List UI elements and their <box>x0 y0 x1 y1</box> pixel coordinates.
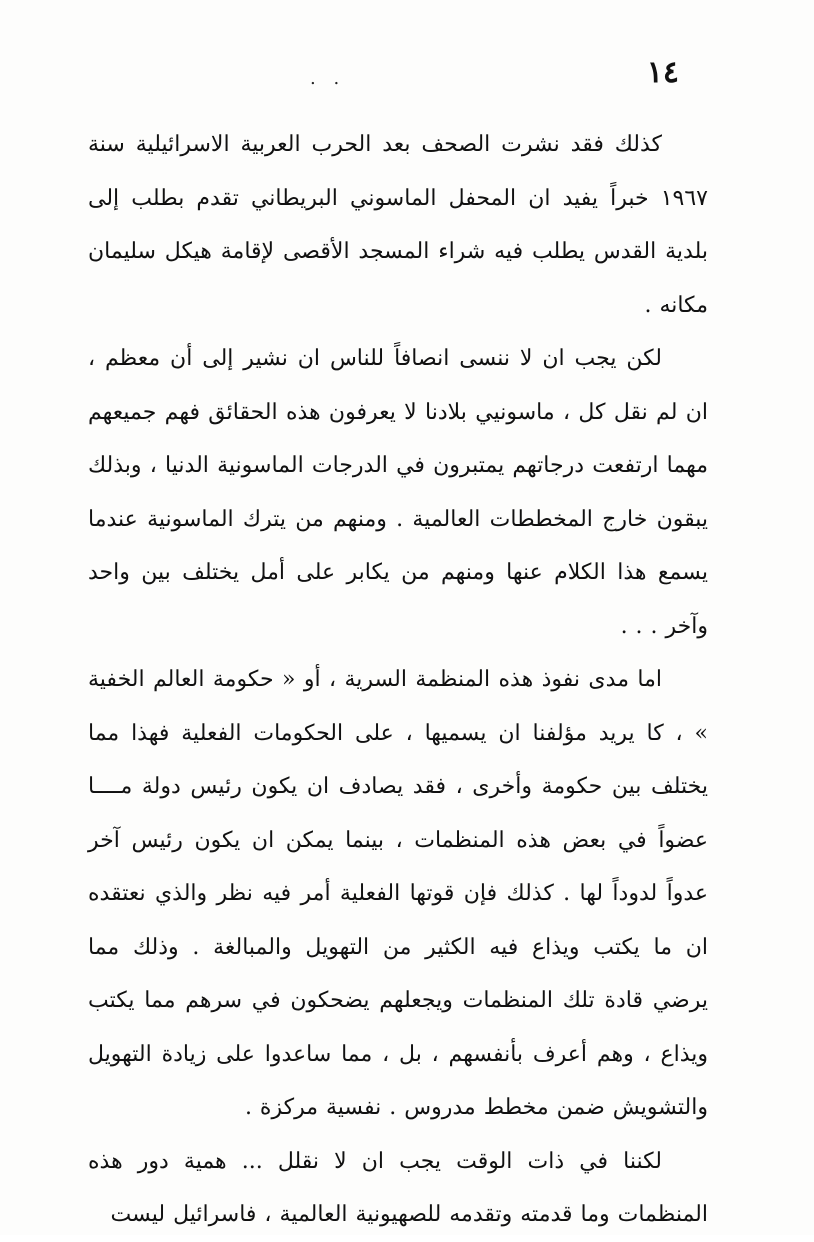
paragraph-3: اما مدى نفوذ هذه المنظمة السرية ، أو « حكومة العالم الخفية » ، كا يريد مؤلفنا ان يسميها ، على الحكومات الفعلية فهذا مما يختلف بين حكومة وأخرى ، فقد يصادف ان يكون رئيس دولة مــــا عضواً في بعض هذه المنظمات ، بينما يمكن ان يكون رئيس آخر عدواً لدوداً لها . كذلك فإن قوتها الفعلية أمر فيه نظر والذي نعتقده ان ما يكتب ويذاع فيه الكثير من التهويل والمبالغة . وذلك مما يرضي قادة تلك المنظمات ويجعلهم يضحكون في سرهم مما يكتب ويذاع ، وهم أعرف بأنفسهم ، بل ، مما ساعدوا على زيادة التهويل والتشويش ضمن مخطط مدروس . نفسية مركزة . <box>88 667 708 1120</box>
paragraph-2: لكن يجب ان لا ننسى انصافاً للناس ان نشير إلى أن معظم ، ان لم نقل كل ، ماسونيي بلادنا لا يعرفون هذه الحقائق فهم جميعهم مهما ارتفعت درجاتهم يمتبرون في الدرجات الماسونية الدنيا ، وبذلك يبقون خارج المخططات العالمية . ومنهم من يترك الماسونية عندما يسمع هذا الكلام عنها ومنهم من يكابر على أمل يختلف بين واحد وآخر . . . <box>88 346 709 639</box>
paragraph-1: كذلك فقد نشرت الصحف بعد الحرب العربية الاسرائيلية سنة ١٩٦٧ خبراً يفيد ان المحفل الماسوني البريطاني تقدم بطلب إلى بلدية القدس يطلب فيه شراء المسجد الأقصى لإقامة هيكل سليمان مكانه . <box>88 132 708 318</box>
header-marks: . . <box>310 68 346 89</box>
paragraph-4: لكننا في ذات الوقت يجب ان لا نقلل ... همية دور هذه المنظمات وما قدمته وتقدمه للصهيونية العالمية ، فاسرائيل ليست <box>88 1148 708 1227</box>
page-number: ١٤ <box>646 55 679 90</box>
page-body <box>88 118 708 1242</box>
